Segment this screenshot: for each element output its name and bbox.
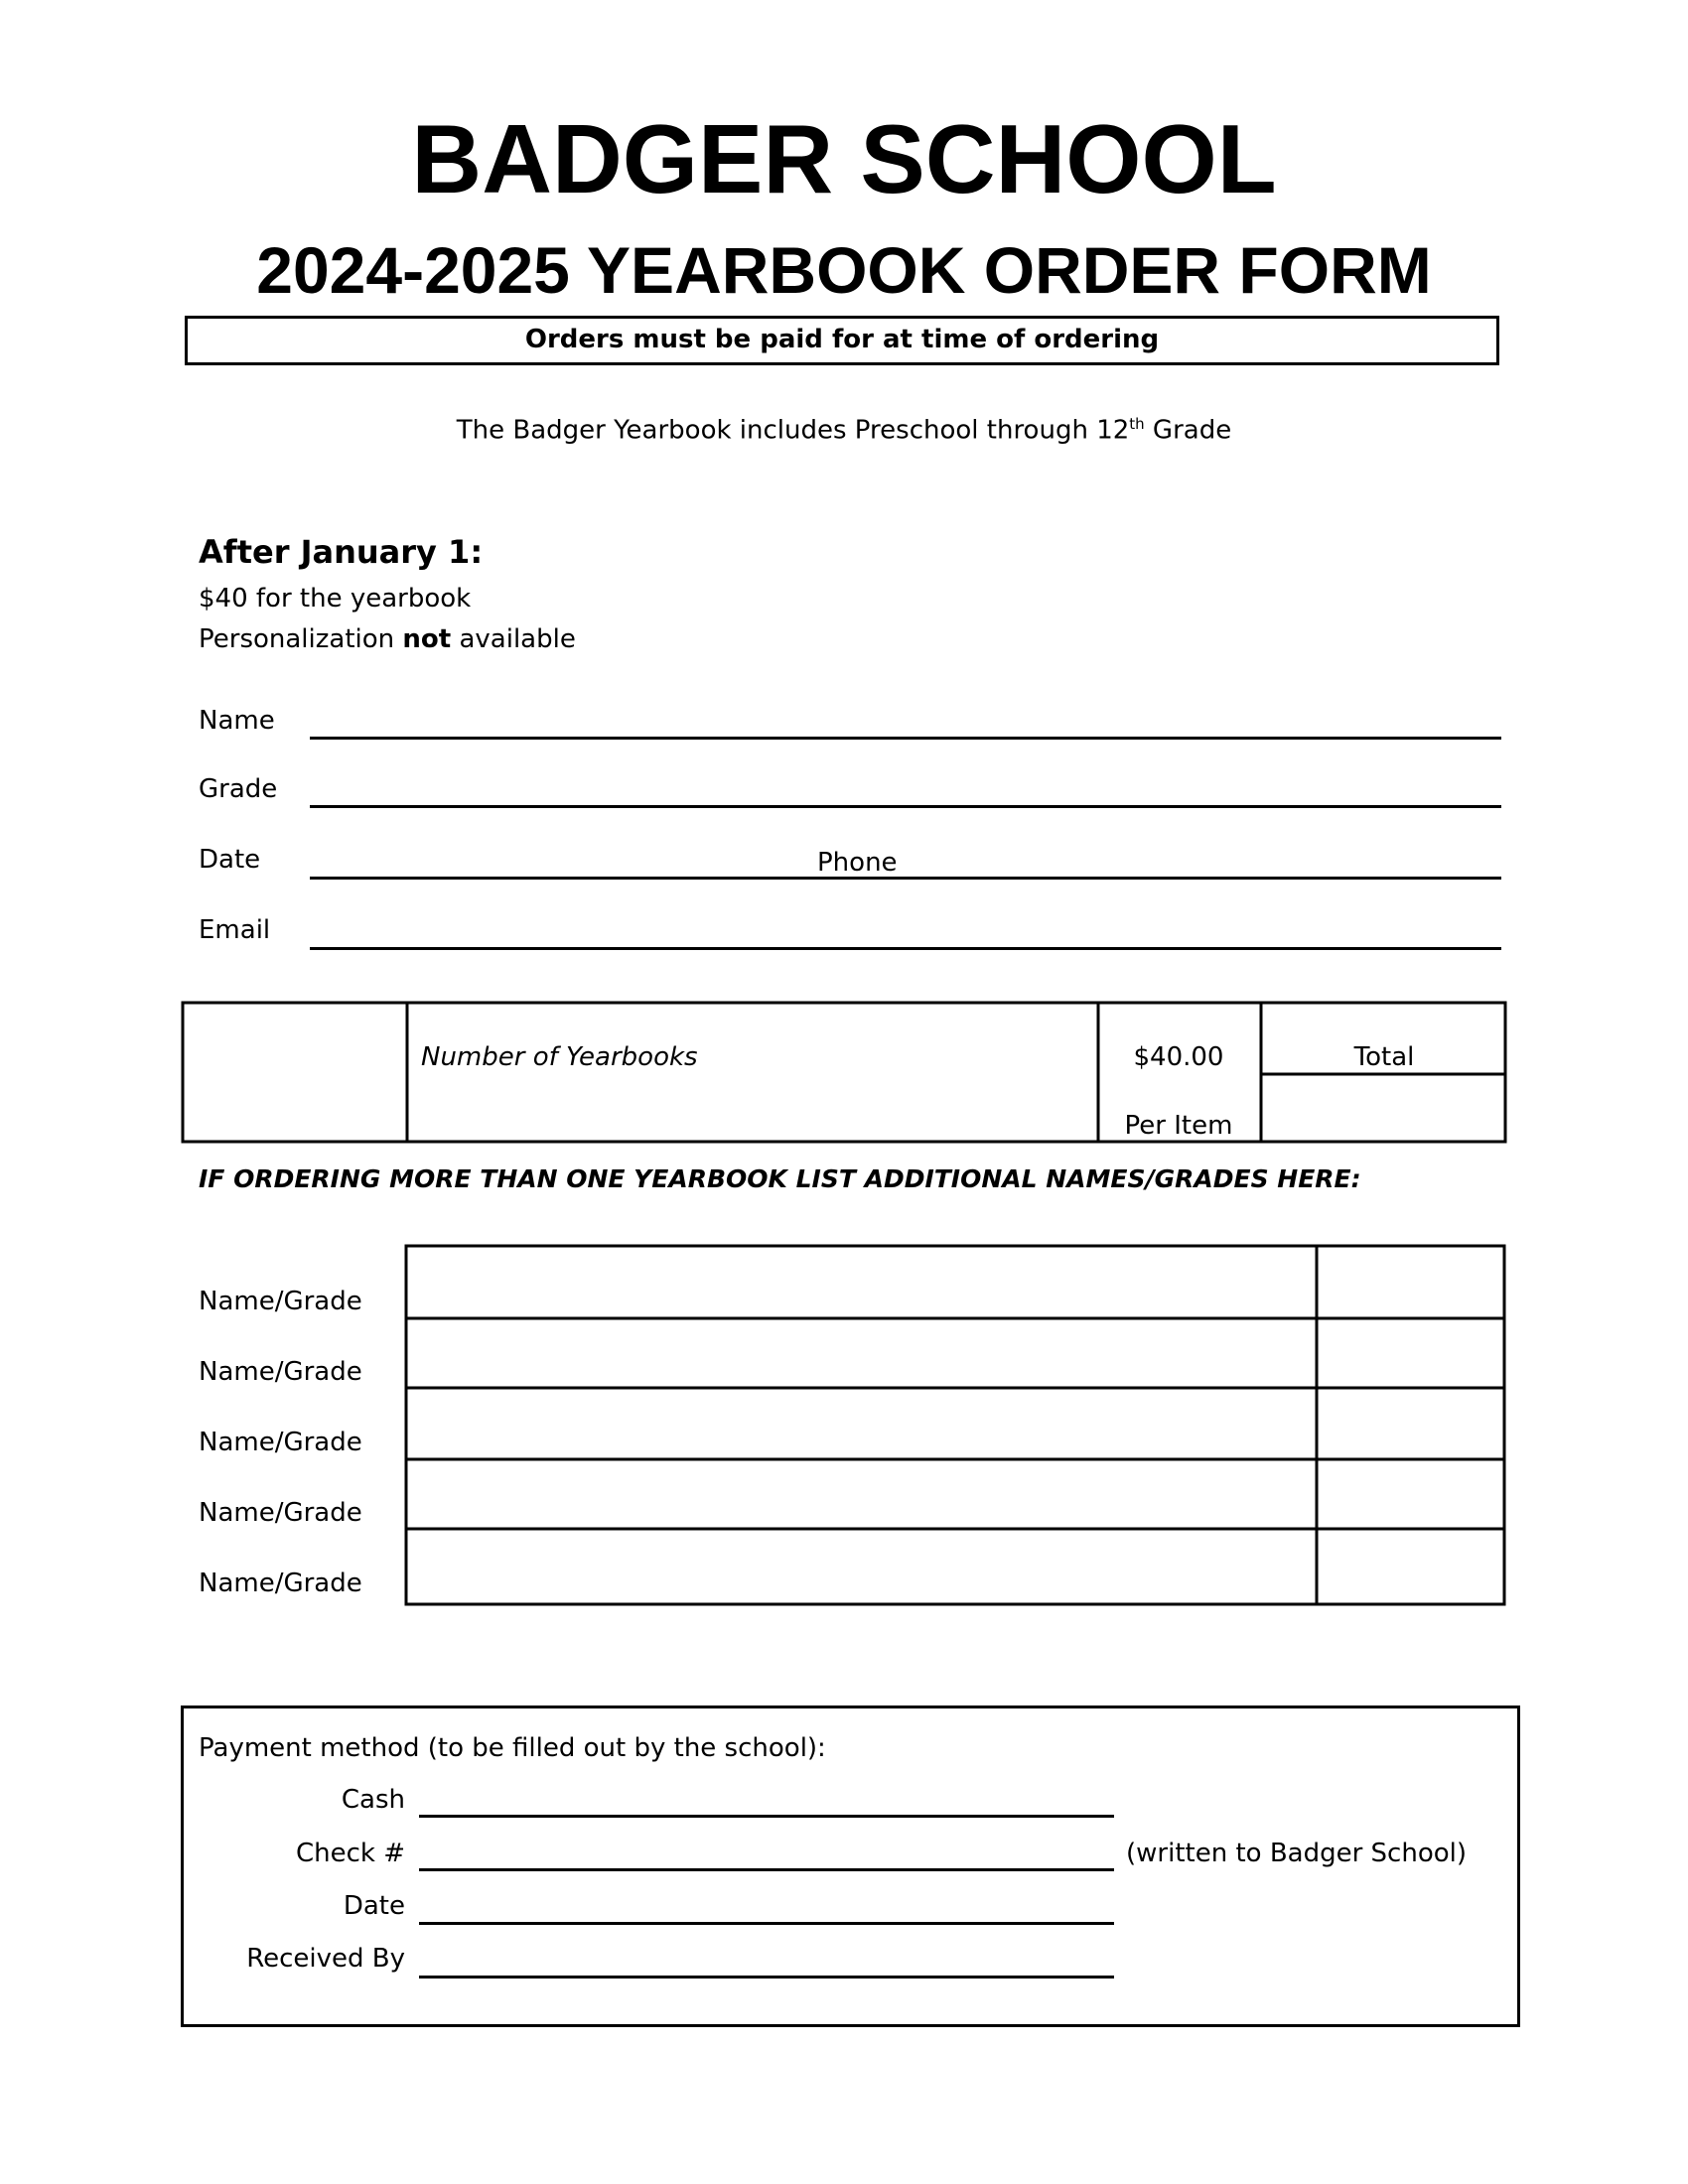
grade-label: Grade bbox=[199, 774, 278, 804]
name-grade-input-1[interactable] bbox=[409, 1249, 1311, 1316]
date-phone-field[interactable] bbox=[310, 877, 1501, 880]
additional-heading: IF ORDERING MORE THAN ONE YEARBOOK LIST ADDITIONAL NAMES/GRADES HERE: bbox=[199, 1164, 1361, 1193]
name-grade-label-1: Name/Grade bbox=[199, 1287, 362, 1316]
total-label: Total bbox=[1353, 1042, 1415, 1072]
name-grade-label-5: Name/Grade bbox=[199, 1569, 362, 1598]
total-input[interactable] bbox=[1263, 1076, 1505, 1136]
date-label: Date bbox=[199, 845, 261, 875]
per-item-label: Per Item bbox=[1124, 1111, 1233, 1141]
personalization-pre: Personalization bbox=[199, 624, 403, 654]
includes-text: The Badger Yearbook includes Preschool through 12 bbox=[456, 415, 1130, 446]
includes-superscript: th bbox=[1129, 415, 1145, 433]
grade-field[interactable] bbox=[310, 805, 1501, 808]
form-title: 2024-2025 YEARBOOK ORDER FORM bbox=[256, 233, 1432, 307]
payment-date-label: Date bbox=[343, 1891, 405, 1921]
number-of-yearbooks-label: Number of Yearbooks bbox=[421, 1042, 698, 1072]
personalization-post: available bbox=[451, 624, 576, 654]
includes-end: Grade bbox=[1144, 415, 1232, 446]
payment-heading: Payment method (to be filled out by the school): bbox=[199, 1733, 826, 1763]
name-grade-input-4[interactable] bbox=[409, 1462, 1311, 1526]
check-field[interactable] bbox=[419, 1868, 1114, 1871]
name-grade-label-4: Name/Grade bbox=[199, 1498, 362, 1528]
payment-notice-box bbox=[185, 316, 1499, 365]
payment-notice-text: Orders must be paid for at time of ordering bbox=[524, 325, 1160, 354]
phone-label: Phone bbox=[817, 848, 898, 878]
name-grade-input-5[interactable] bbox=[409, 1532, 1311, 1601]
check-note: (written to Badger School) bbox=[1126, 1839, 1468, 1868]
name-grade-input-3[interactable] bbox=[409, 1391, 1311, 1456]
price-line: $40 for the yearbook bbox=[199, 584, 472, 614]
price-per-item: $40.00 bbox=[1133, 1042, 1224, 1072]
name-grade-label-3: Name/Grade bbox=[199, 1428, 362, 1457]
name-grade-label-2: Name/Grade bbox=[199, 1357, 362, 1387]
email-field[interactable] bbox=[310, 947, 1501, 950]
received-by-label: Received By bbox=[246, 1944, 405, 1974]
check-label: Check # bbox=[295, 1839, 405, 1868]
payment-date-field[interactable] bbox=[419, 1922, 1114, 1925]
personalization-bold: not bbox=[402, 624, 452, 654]
pricing-heading: After January 1: bbox=[199, 533, 484, 571]
received-by-field[interactable] bbox=[419, 1976, 1114, 1979]
school-name: BADGER SCHOOL bbox=[411, 104, 1277, 213]
name-field[interactable] bbox=[310, 737, 1501, 740]
cash-field[interactable] bbox=[419, 1815, 1114, 1818]
name-label: Name bbox=[199, 706, 275, 736]
includes-line bbox=[0, 407, 1688, 448]
cash-label: Cash bbox=[341, 1785, 405, 1815]
number-of-yearbooks-input[interactable] bbox=[185, 1005, 403, 1136]
name-grade-input-2[interactable] bbox=[409, 1321, 1311, 1385]
personalization-line bbox=[199, 622, 576, 656]
email-label: Email bbox=[199, 915, 271, 945]
